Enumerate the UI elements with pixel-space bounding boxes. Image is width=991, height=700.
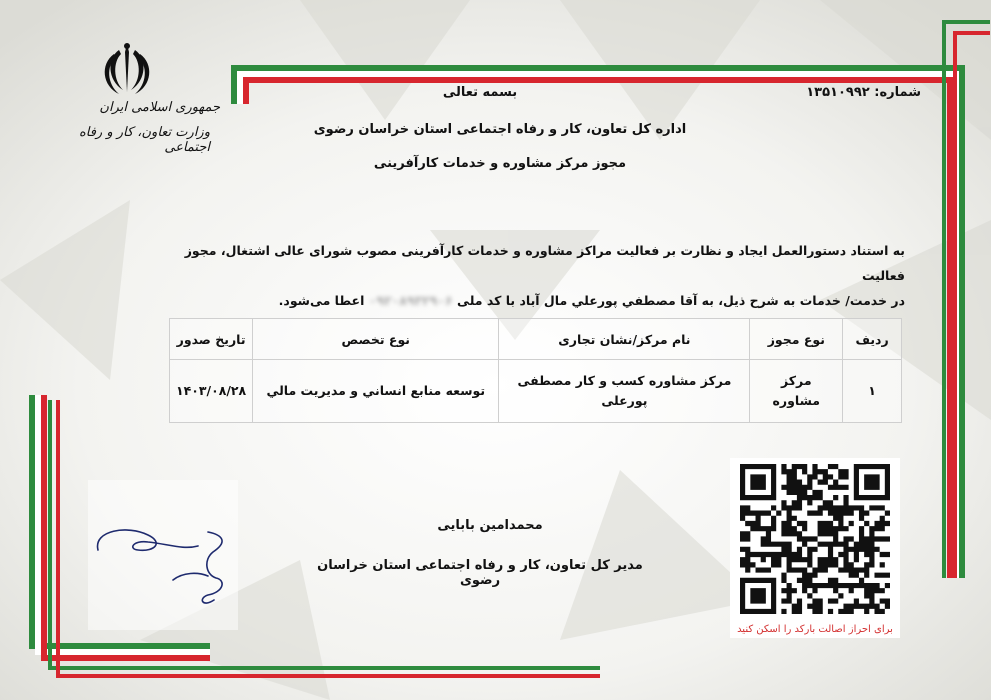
office-name: اداره کل تعاون، کار و رفاه اجتماعی استان خراسان رضوی	[313, 122, 687, 137]
ministry-emblem-block	[40, 40, 220, 160]
cell-issue-date: ۱۴۰۳/۰۸/۲۸	[170, 360, 253, 423]
cell-row-number: ۱	[843, 360, 902, 423]
body-line-2-end: اعطا می‌شود.	[278, 293, 365, 308]
qr-code-icon[interactable]	[740, 464, 890, 614]
handwritten-signature-icon	[88, 480, 238, 630]
license-title: مجوز مرکز مشاوره و خدمات کارآفرینی	[373, 156, 627, 171]
emblem-ministry-text: وزارت تعاون، کار و رفاه اجتماعی	[78, 125, 210, 155]
qr-modules	[740, 464, 890, 614]
body-line-1: به استناد دستورالعمل ایجاد و نظارت بر فعالیت مراکز مشاوره و خدمات کارآفرینی مصوب شورای عالی اشتغال، مجوز فعالیت	[184, 243, 905, 283]
header-specialty: نوع تخصص	[253, 319, 499, 360]
number-label: شماره:	[874, 85, 921, 100]
document-number	[806, 85, 921, 100]
signer-title: مدیر کل تعاون، کار و رفاه اجتماعی استان خراسان رضوی	[317, 558, 643, 588]
emblem-country-text: جمهوری اسلامی ایران	[99, 100, 220, 115]
cell-center-name: مرکز مشاوره کسب و کار مصطفی پورعلی	[499, 360, 750, 423]
bismillah-heading: بسمه تعالی	[442, 85, 518, 100]
signer-name: محمدامین بابایی	[437, 518, 543, 533]
header-row-number: ردیف	[843, 319, 902, 360]
header-license-type: نوع مجوز	[750, 319, 843, 360]
qr-caption: برای احراز اصالت بارکد را اسکن کنید	[737, 624, 893, 635]
cell-specialty: توسعه منابع انساني و مديريت مالي	[253, 360, 499, 423]
cell-license-type: مرکز مشاوره	[750, 360, 843, 423]
license-body-text	[160, 238, 905, 313]
table-header-row	[170, 319, 902, 360]
header-issue-date: تاریخ صدور	[170, 319, 253, 360]
signature-image	[88, 480, 238, 630]
iran-emblem-icon	[97, 40, 157, 100]
header-center-name: نام مرکز/نشان تجاری	[499, 319, 750, 360]
table-row	[170, 360, 902, 423]
body-line-2	[160, 288, 905, 313]
license-table	[169, 318, 902, 423]
number-value: ۱۳۵۱۰۹۹۲	[806, 85, 870, 100]
body-line-2-start: در خدمت/ خدمات به شرح ذیل، به آقا مصطفي پورعلي مال آباد با کد ملی	[457, 293, 905, 308]
national-code-redacted: ۰۹۲۰۸۹۳۲۹۰۶	[368, 293, 453, 308]
qr-block	[730, 458, 900, 638]
